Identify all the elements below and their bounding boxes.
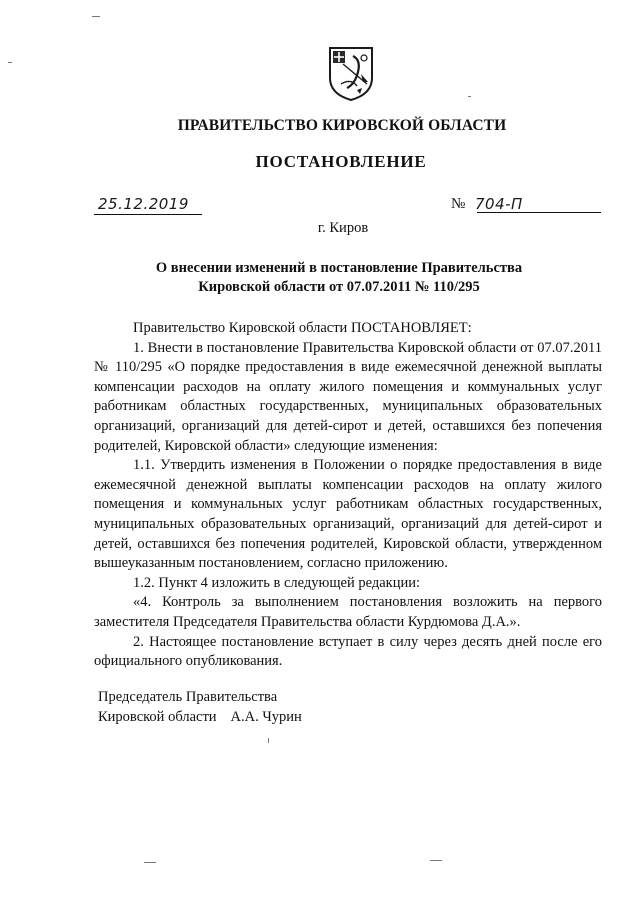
scan-speck <box>468 96 471 97</box>
number-sign: № <box>451 196 466 212</box>
scan-speck <box>144 862 156 863</box>
kirov-coat-of-arms-icon <box>327 44 375 102</box>
scan-speck <box>430 860 442 861</box>
signatory-title-line-2 <box>98 707 302 727</box>
subject-line-2: Кировской области от 07.07.2011 № 110/295 <box>198 279 480 295</box>
organization-title: ПРАВИТЕЛЬСТВО КИРОВСКОЙ ОБЛАСТИ <box>177 117 507 134</box>
subject-line-1: О внесении изменений в постановление Правительства <box>155 260 523 276</box>
document-number-block <box>451 196 603 214</box>
scan-speck <box>268 738 269 743</box>
signatory-name: А.А. Чурин <box>230 709 302 725</box>
paragraph-1-2: 1.2. Пункт 4 изложить в следующей редакции: <box>133 574 421 591</box>
document-number: 704-П <box>475 195 523 213</box>
city: г. Киров <box>317 220 369 236</box>
paragraph-1: 1. Внести в постановление Правительства Кировской области от 07.07.2011 № 110/295 «О порядке предоставления в виде ежемесячной денежной выплаты компенсации расходов на оплату жилого помещения и коммунальных услуг работникам областных государственных, муниципальных образовательных организаций, организаций для детей-сирот и детей, оставшихся без попечения родителей, Кировской области» следующие изменения: <box>94 339 602 454</box>
paragraph-2: 2. Настоящее постановление вступает в силу через десять дней после его официального опубликования. <box>94 633 602 670</box>
paragraph-quote-4: «4. Контроль за выполнением постановления возложить на первого заместителя Председателя Правительства области Курдюмова Д.А.». <box>94 594 602 630</box>
signatory-title-line-1: Председатель Правительства <box>98 689 278 705</box>
paragraph-1-1: 1.1. Утвердить изменения в Положении о порядке предоставления в виде ежемесячной денежной выплаты компенсации расходов на оплату жилого помещения и коммунальных услуг работникам областных государственных, муниципальных образовательных организаций, организаций для детей-сирот и детей, оставшихся без попечения родителей, Кировской области, утвержденном вышеуказанным постановлением, согласно приложению. <box>94 457 602 572</box>
paragraph-intro: Правительство Кировской области ПОСТАНОВЛЯЕТ: <box>133 320 472 336</box>
scan-speck <box>92 16 100 17</box>
document-date: 25.12.2019 <box>98 195 189 213</box>
scan-speck <box>8 62 12 63</box>
document-body <box>94 319 602 672</box>
signatory-region: Кировской области <box>98 709 217 725</box>
signature-block <box>98 687 302 727</box>
document-subject <box>0 259 640 297</box>
document-type: ПОСТАНОВЛЕНИЕ <box>255 152 427 171</box>
